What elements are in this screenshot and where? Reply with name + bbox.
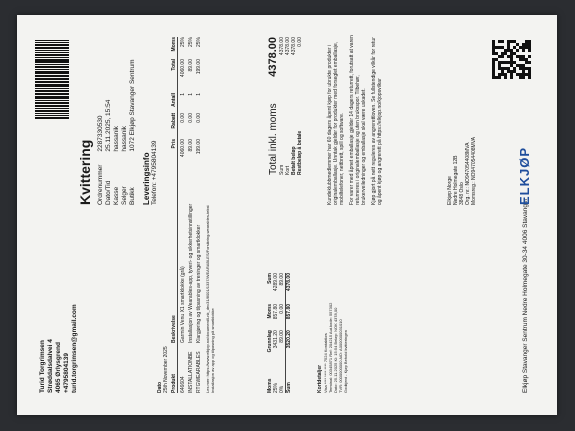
card-line: TVR: 0000000000 AID: A0000000031010 [338,319,343,393]
customer-block [39,233,79,393]
company-block [447,85,477,205]
customer-street: Strøddalsdalvei 4 [47,339,54,393]
total-line-value: 4378.00 [285,37,291,56]
delivery-title: Leveringsinfo [142,152,151,205]
table-row [194,37,202,393]
company-vat: Momsreg.: NO947054408MVA [471,137,477,205]
barcode-bar [35,110,69,113]
company-name: Elkjøp Norge [447,176,453,205]
delivery-phone: Telefon: +4795804139 [151,140,158,205]
grand-total-value: 4378.00 [267,37,279,77]
cell-total: 4060.00 [180,59,186,78]
col-vat: Moms [171,37,177,52]
items-date-value: 25th November 2025 [163,346,169,393]
cashier-label: Kasse [113,186,120,205]
barcode-bar [35,93,69,94]
grand-total-label: Total inkl. moms [268,103,279,175]
vat-total-cell: Sum [286,382,292,393]
qr-module [528,49,531,52]
barcode-bars [35,39,69,119]
barcode-bar [35,95,69,96]
terms-1: Kundeklubbmedlemmer har 60 dagers åpent kjøp for ubrukte produkter i originalemballasje. Unntak gjelder for produkter med forseglet emballasje, mobiltelefoner, nettbrett, spill og software. [327,41,345,205]
col-description: Beskrivelse [171,315,177,343]
barcode-bar [35,78,69,79]
barcode [35,39,69,119]
col-total: Total [171,59,177,71]
vat-total-cell: 3520.20 [286,330,292,349]
total-line-label: Kort [285,165,291,175]
customer-postal: 4065 Ørlysgrend [55,342,62,393]
vat-total-cell: 4378.00 [286,273,292,292]
items-notes [205,173,215,393]
card-line: Godkjent - Kjøp Behold kvitteringen [343,330,348,393]
qr-code [492,40,531,79]
barcode-bar [35,97,69,100]
barcode-bar [35,102,69,104]
card-line: Terminal: 00345871 Ref: 204215 Aut.kode: 557302 [328,302,333,393]
date-value: 25.11.2025, 15:54 [105,99,112,152]
vat-cell: 857.80 [273,303,279,320]
col-qty: Antall [171,93,177,107]
barcode-bar [35,113,69,114]
cell-discount: 0.00 [188,113,194,123]
barcode-bar [35,57,69,58]
cell-price: 89.00 [188,139,194,152]
barcode-bar [35,84,69,87]
store-label: Butikk [129,187,136,205]
cell-price: 4060.00 [180,139,186,158]
card-line: Dato: 25.11.2025 Kl: 15:54 Beløp: NOK 4378,00 [333,307,338,393]
barcode-bar [35,115,69,116]
cashier-value: hassanik [113,125,120,152]
barcode-bar [35,81,69,83]
cell-vat: 25% [180,37,186,48]
date-label: Dato/Tid [105,180,112,205]
customer-phone: +4795804139 [63,353,70,393]
cell-qty: 1 [188,93,194,96]
barcode-bar [35,54,69,56]
barcode-bar [35,50,69,51]
vat-header: Sum [267,273,273,284]
cell-description: Installasjon av Wearables-app, tyveri- og sikkerhetsinnstillinger [188,203,194,343]
company-city: 3848 Oslo [459,182,465,205]
items-section [157,37,215,393]
note-link: Les mer: https://www.elkjop.no/document/Lnk_dec31/8001/1337/WEARABLES/Forsikring-wearables-tekst [205,205,210,393]
footer-text: Elkjøp Stavanger Sentrum Nedre Holmegate 30-34 4006 Stavanger [522,198,529,393]
vat-cell: 89.00 [279,273,285,286]
terms-2: For varer med åpnet emballasje gjelder 14 dagers returrett, forutsatt at varen returneres i originalemballasje og uten bruksspor. Tilbehør, brukerveiledninger og emballasje skal være uskadet. [349,35,367,205]
vat-header: Grunnlag [267,330,273,353]
customer-name: Turid Torgrimsen [39,340,46,393]
store-value: 1072 Elkjøp Stavanger Sentrum [129,59,136,152]
qr-module [528,46,531,49]
qr-module [528,64,531,67]
vat-cell: 3431.20 [273,330,279,349]
table-row [178,37,187,393]
total-line-label: Sum [279,164,285,175]
vat-cell: 0% [279,385,285,393]
cell-price: 199.00 [196,139,202,155]
note-install: Installasjon av app og tilpasning på smartklokke [210,308,215,393]
cell-product: INSTALLATIONBE [188,351,194,393]
barcode-bar [35,44,69,47]
vat-cell: 4289.00 [273,273,279,292]
cell-discount: 0.00 [180,113,186,123]
col-product: Produkt [171,374,177,393]
seller-label: Selger [121,186,128,205]
card-details [317,253,348,393]
total-line-label: Betalt beløp [291,146,297,175]
barcode-bar [35,108,69,109]
barcode-bar [35,42,69,43]
barcode-bar [35,52,69,53]
items-table [171,37,202,393]
cell-description: Klargjøring og tilpasning av treninger og smartklokker [196,224,202,343]
cell-total: 89.00 [188,59,194,72]
qr-module [528,61,531,64]
vat-cell: 0.00 [279,303,285,314]
barcode-bar [35,66,69,68]
receipt-meta [97,30,137,205]
cell-qty: 1 [196,93,202,96]
vat-total-cell: 857.80 [286,303,292,320]
barcode-bar [35,48,69,50]
vat-header: Moms [267,303,273,319]
qr-module [528,70,531,73]
qr-module [528,73,531,76]
customer-email: turid.torgrimsen@gmail.com [71,304,78,393]
receipt-paper [17,15,557,415]
receipt-header [77,30,159,205]
total-line-value: 4378.00 [279,37,285,56]
vat-header: Moms [267,378,273,393]
card-line: Visa **** **** **** 7524 Kontaktløs [323,333,328,393]
card-title: Kortdetaljer [317,364,323,393]
grand-total-row [267,37,279,175]
barcode-bar [35,117,69,119]
order-value: 2287330530 [97,115,104,152]
qr-grid [492,40,531,79]
card-lines [323,253,348,393]
vat-table [267,273,292,393]
total-line-value: 0.00 [297,37,303,47]
qr-module [528,55,531,58]
barcode-bar [35,88,69,89]
vat-cell: 25% [273,382,279,393]
totals-block [267,37,303,175]
col-discount: Rabatt [171,113,177,129]
barcode-bar [35,64,69,65]
cell-product: RTGWEARABLES [196,351,202,393]
vat-summary [267,273,292,393]
cell-description: Garmin Venu X1 smartklokke (grå) [180,266,186,343]
qr-module [528,76,531,79]
barcode-bar [35,105,69,107]
total-line [297,37,303,175]
cell-discount: 0.00 [196,113,202,123]
barcode-bar [35,71,69,74]
cell-total: 199.00 [196,59,202,75]
barcode-bar [35,69,69,70]
seller-value: hassanik [121,125,128,152]
barcode-bar [35,59,69,62]
barcode-bar [35,63,69,64]
items-date-label: Dato [157,381,163,393]
barcode-bar [35,40,69,41]
terms-3: Kjøp gjort på nett reguleres av angrerettloven. Se fullstendige vilkår for retur og åpent kjøp og angrerett på https://elkjop.no/kjopsvilkar [371,37,383,205]
qr-module [528,58,531,61]
table-row [186,37,194,393]
terms-block [327,35,383,205]
cell-product: 646604 [180,376,186,393]
barcode-bar [35,100,69,101]
qr-module [528,52,531,55]
company-org: Org. nr.: NO947054408MVA [465,142,471,205]
qr-module [528,40,531,43]
col-price: Pris [171,139,177,149]
qr-module [528,67,531,70]
cell-vat: 25% [188,37,194,48]
barcode-bar [35,80,69,81]
qr-module [528,43,531,46]
company-street: Nedre Holmegate 12B [453,155,459,205]
total-lines [279,37,303,175]
receipt-title: Kvittering [77,139,93,205]
cell-qty: 1 [180,93,186,96]
total-line-value: 4378.00 [291,37,297,56]
order-label: Ordrenummer [97,164,104,205]
elkjop-logo: ELKJØP [517,146,532,205]
barcode-bar [35,75,69,77]
total-line-label: Restbeløp å betale [297,130,303,175]
barcode-bar [35,90,69,92]
cell-vat: 25% [196,37,202,48]
vat-cell: 89.00 [279,330,285,343]
